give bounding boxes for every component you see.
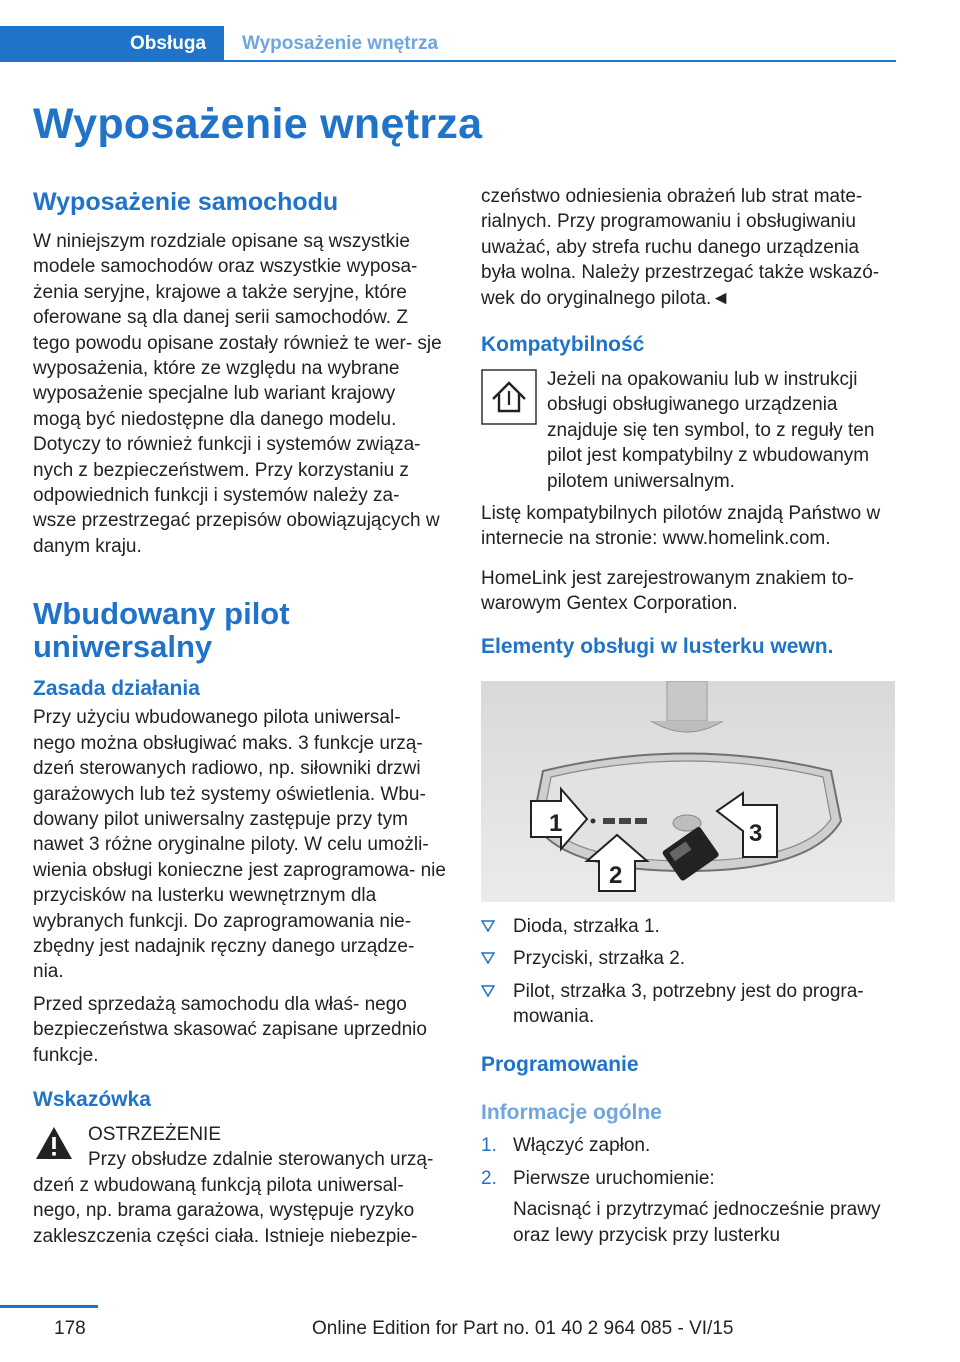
steps-list bbox=[481, 1133, 895, 1248]
mirror-figure bbox=[481, 681, 895, 902]
homelink-trademark: HomeLink jest zarejestrowanym znakiem to- warowym Gentex Corporation. bbox=[481, 567, 854, 615]
footer-rule bbox=[0, 1305, 98, 1308]
header-rule bbox=[0, 60, 896, 62]
list-item bbox=[481, 1166, 895, 1248]
homelink-icon bbox=[481, 369, 537, 430]
page-number: 178 bbox=[54, 1318, 86, 1339]
compat-title: Kompatybilność bbox=[481, 333, 645, 357]
warning-block bbox=[33, 1122, 447, 1249]
section-title-vehicle-equipment: Wyposażenie samochodu bbox=[33, 188, 339, 216]
list-item bbox=[481, 979, 895, 1030]
step-number: 1. bbox=[481, 1135, 497, 1157]
compat-block bbox=[481, 367, 895, 494]
header-tabs bbox=[0, 0, 960, 62]
bullet-text-led: Dioda, strzałka 1. bbox=[513, 915, 660, 937]
programming-title: Programowanie bbox=[481, 1053, 639, 1077]
principle-text-2: Przed sprzedażą samochodu dla właś- nego bezpieczeństwa skasować zapisane uprzednio funkcje. bbox=[33, 993, 427, 1066]
controls-title: Elementy obsługi w lusterku wewn. bbox=[481, 634, 834, 658]
note-title: Wskazówka bbox=[33, 1087, 151, 1111]
principle-title: Zasada działania bbox=[33, 677, 200, 701]
step-detail-text: Nacisnąć i przytrzymać jednocześnie prawy oraz lewy przycisk przy lusterku bbox=[513, 1199, 881, 1246]
section-title-universal-remote bbox=[33, 597, 447, 663]
controls-list bbox=[481, 914, 895, 1030]
principle-text: Przy użyciu wbudowanego pilota uniwersal- nego można obsługiwać maks. 3 funkcje urzą- dzeń sterowanych radiowo, np. siłowniki drzwi garażowych lub też systemy oświetlenia. Wbu- dowany pilot uniwersalny zastępuje przy tym nawet 3 różne oryginalne piloty. W celu umożli- wienia obsługi konieczne jest zaprogramowa- nie przycisków na lusterku wewnętrznym dla wybranych funkcji. Do zaprogramowania nie- zbędny jest nadajnik ręczny danego urządze- nia. bbox=[33, 707, 446, 983]
triangle-bullet-icon bbox=[481, 984, 495, 998]
warning-text-continued: czeństwo odniesienia obrażeń lub strat mate- rialnych. Przy programowaniu i obsługiwaniu uważać, aby strefa ruchu danego urządzenia była wolna. Należy przestrzegać także wskazó- wek do oryginalnego pilota.◄ bbox=[481, 186, 880, 309]
left-column bbox=[33, 186, 447, 1249]
tab-wyposazenie[interactable]: Wyposażenie wnętrza bbox=[242, 33, 439, 54]
tab-obsluga[interactable]: Obsługa bbox=[0, 26, 224, 62]
triangle-bullet-icon bbox=[481, 919, 495, 933]
step-text: Włączyć zapłon. bbox=[513, 1135, 651, 1157]
compat-text: Jeżeli na opakowaniu lub w instrukcji obsługi obsługiwanego urządzenia znajduje się ten symbol, to z reguły ten pilot jest kompatybilny z wbudowanym pilotem uniwersalnym. bbox=[547, 369, 875, 492]
figure-label-3: 3 bbox=[749, 819, 763, 847]
figure-label-2: 2 bbox=[609, 861, 623, 889]
page-title: Wyposażenie wnętrza bbox=[33, 100, 483, 148]
general-info-title: Informacje ogólne bbox=[481, 1101, 662, 1125]
compat-list-text: Listę kompatybilnych pilotów znajdą Państwo w internecie na stronie: www.homelink.com. bbox=[481, 503, 881, 550]
step-number: 2. bbox=[481, 1167, 497, 1189]
vehicle-equipment-text: W niniejszym rozdziale opisane są wszystkie modele samochodów oraz wszystkie wyposa- żenia seryjne, krajowe a także seryjne, które oferowane są dla danej serii samochodów. Z tego powodu opisane zostały również te wer- sje wyposażenia, które ze względu na wybrane wyposażenie specjalne lub wariant krajowy mogą być niedostępne dla danego modelu. Dotyczy to również funkcji i systemów związa- nych z bezpieczeństwem. Przy korzystaniu z odpowiednich funkcji i systemów należy za- wsze przestrzegać przepisów obowiązujących w danym kraju. bbox=[33, 231, 442, 557]
bullet-text-buttons: Przyciski, strzałka 2. bbox=[513, 948, 686, 970]
bullet-text-remote: Pilot, strzałka 3, potrzebny jest do progra- mowania. bbox=[513, 980, 864, 1027]
warning-label: OSTRZEŻENIE bbox=[88, 1123, 222, 1145]
warning-icon bbox=[33, 1122, 75, 1171]
step-text: Pierwsze uruchomienie: bbox=[513, 1167, 715, 1189]
triangle-bullet-icon bbox=[481, 951, 495, 965]
warning-text: Przy obsłudze zdalnie sterowanych urzą- dzeń z wbudowaną funkcją pilota uniwersal- nego, np. brama garażowa, występuje ryzyko zakleszczenia części ciała. Istnieje niebezpie- bbox=[33, 1149, 434, 1247]
list-item bbox=[481, 914, 895, 939]
section-title-line1: Wbudowany pilot bbox=[33, 596, 290, 632]
list-item bbox=[481, 946, 895, 971]
edition-info: Online Edition for Part no. 01 40 2 964 085 - VI/15 bbox=[312, 1318, 734, 1339]
section-title-line2: uniwersalny bbox=[33, 629, 213, 665]
right-column bbox=[481, 184, 895, 1255]
list-item bbox=[481, 1133, 895, 1158]
figure-label-1: 1 bbox=[549, 809, 563, 837]
